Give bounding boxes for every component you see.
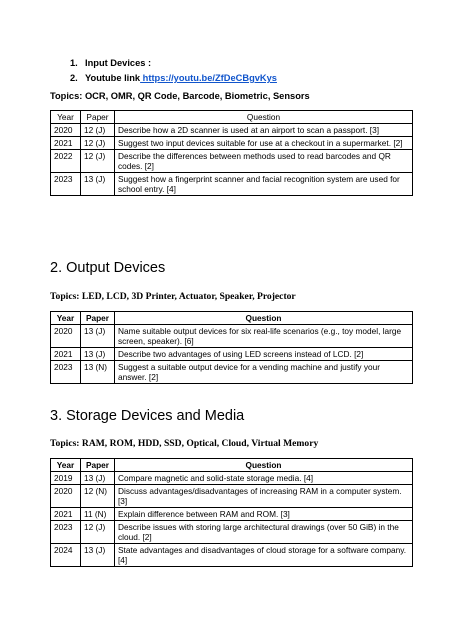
intro-list [70,56,277,86]
paper-cell: 12 (J) [81,521,115,544]
paper-cell: 13 (N) [81,361,115,384]
year-column-header: Year [51,111,81,124]
year-cell: 2022 [51,150,81,173]
question-cell: Discuss advantages/disadvantages of increasing RAM in a computer system. [3] [115,485,413,508]
list-number: 2. [70,73,78,83]
paper-cell: 12 (J) [81,124,115,137]
question-cell: Name suitable output devices for six real-life scenarios (e.g., toy model, large screen, speaker). [6] [115,325,413,348]
list-item [70,56,277,71]
table-row [51,361,413,384]
section-1-topics: Topics: OCR, OMR, QR Code, Barcode, Biometric, Sensors [50,91,310,101]
paper-cell: 13 (J) [81,325,115,348]
year-cell: 2024 [51,544,81,567]
table-row [51,508,413,521]
question-column-header: Question [115,459,413,472]
question-cell: Suggest how a fingerprint scanner and facial recognition system are used for school entry. [4] [115,173,413,196]
table-row [51,472,413,485]
year-cell: 2023 [51,361,81,384]
paper-cell: 12 (N) [81,485,115,508]
section-3-topics: Topics: RAM, ROM, HDD, SSD, Optical, Cloud, Virtual Memory [50,438,319,449]
year-cell: 2023 [51,173,81,196]
question-column-header: Question [115,111,413,124]
paper-cell: 13 (J) [81,348,115,361]
table-header-row [51,459,413,472]
table-row [51,485,413,508]
paper-cell: 13 (J) [81,472,115,485]
table-row [51,173,413,196]
question-cell: Suggest two input devices suitable for use at a checkout in a supermarket. [2] [115,137,413,150]
paper-cell: 12 (J) [81,137,115,150]
section-2-topics: Topics: LED, LCD, 3D Printer, Actuator, Speaker, Projector [50,291,296,302]
table-row [51,137,413,150]
year-column-header: Year [51,312,81,325]
table-row [51,124,413,137]
table-row [51,521,413,544]
question-cell: Compare magnetic and solid-state storage media. [4] [115,472,413,485]
input-devices-table [50,110,413,196]
table-header-row [51,312,413,325]
question-cell: Suggest a suitable output device for a vending machine and justify your answer. [2] [115,361,413,384]
year-cell: 2021 [51,508,81,521]
year-cell: 2020 [51,485,81,508]
year-column-header: Year [51,459,81,472]
paper-column-header: Paper [81,312,115,325]
paper-cell: 12 (J) [81,150,115,173]
list-item-label: Youtube link [85,73,141,83]
question-cell: State advantages and disadvantages of cloud storage for a software company. [4] [115,544,413,567]
table-row [51,325,413,348]
table-header-row [51,111,413,124]
year-cell: 2020 [51,124,81,137]
list-item [70,71,277,86]
year-cell: 2019 [51,472,81,485]
year-cell: 2021 [51,348,81,361]
output-devices-table [50,311,413,384]
table-row [51,544,413,567]
paper-cell: 11 (N) [81,508,115,521]
table-row [51,348,413,361]
question-cell: Describe the differences between methods used to read barcodes and QR codes. [2] [115,150,413,173]
list-item-label: Input Devices : [85,58,152,68]
paper-cell: 13 (J) [81,173,115,196]
section-3-heading: 3. Storage Devices and Media [50,408,245,424]
question-cell: Explain difference between RAM and ROM. [3] [115,508,413,521]
question-cell: Describe two advantages of using LED screens instead of LCD. [2] [115,348,413,361]
storage-devices-table [50,458,413,567]
list-number: 1. [70,58,78,68]
year-cell: 2020 [51,325,81,348]
year-cell: 2021 [51,137,81,150]
paper-cell: 13 (J) [81,544,115,567]
section-2-heading: 2. Output Devices [50,260,166,276]
table-row [51,150,413,173]
paper-column-header: Paper [81,459,115,472]
question-cell: Describe how a 2D scanner is used at an airport to scan a passport. [3] [115,124,413,137]
question-cell: Describe issues with storing large architectural drawings (over 50 GiB) in the cloud. [2] [115,521,413,544]
paper-column-header: Paper [81,111,115,124]
question-column-header: Question [115,312,413,325]
youtube-link[interactable]: https://youtu.be/ZfDeCBgvKys [140,73,277,83]
year-cell: 2023 [51,521,81,544]
